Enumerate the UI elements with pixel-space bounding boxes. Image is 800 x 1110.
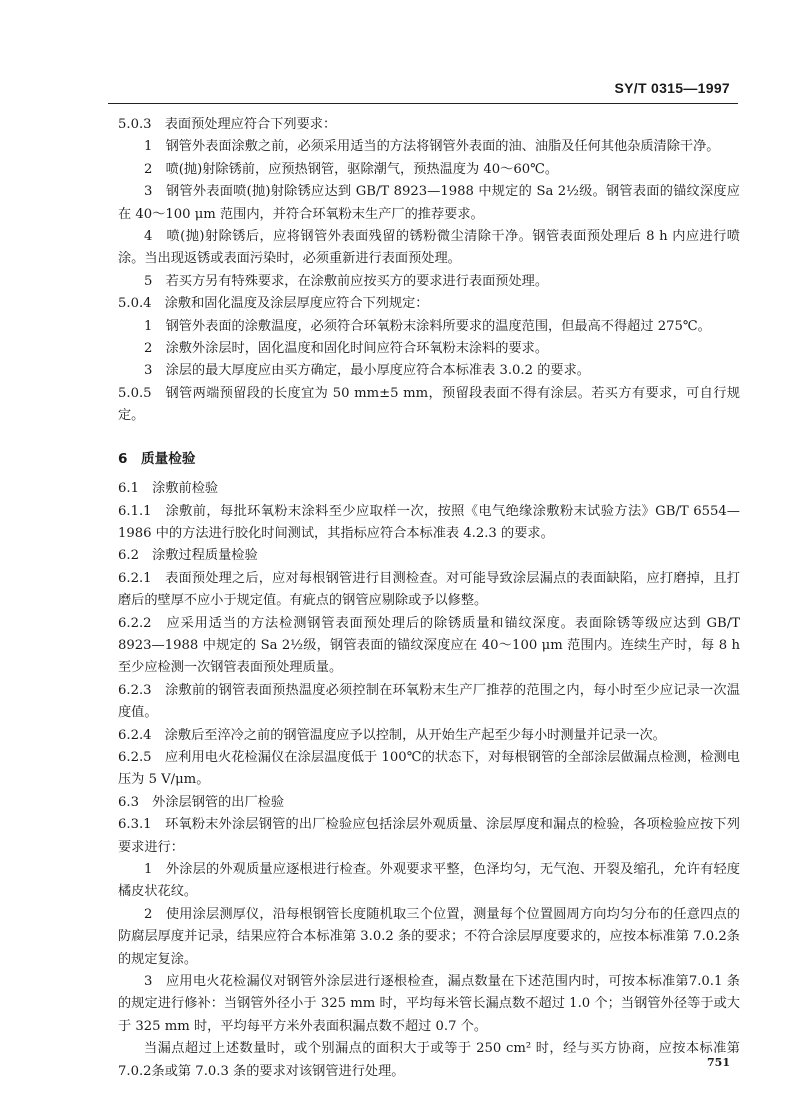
document-body (118, 114, 740, 1083)
list-item: 4 喷(抛)射除锈后，应将钢管外表面残留的锈粉微尘清除干净。钢管表面预处理后 8 h 内应进行喷涂。当出现返锈或表面污染时，必须重新进行表面预处理。 (118, 229, 740, 267)
list-item: 2 使用涂层测厚仪，沿每根钢管长度随机取三个位置，测量每个位置圆周方向均匀分布的任意四点的防腐层厚度并记录，结果应符合本标准第 3.0.2 条的要求；不符合涂层厚度要求的，应按本标准第 7.0.2条的规定复涂。 (118, 906, 740, 967)
list-item: 1 钢管外表面涂敷之前，必须采用适当的方法将钢管外表面的油、油脂及任何其他杂质清除干净。 (144, 139, 720, 155)
list-item: 5 若买方另有特殊要求，在涂敷前应按买方的要求进行表面预处理。 (144, 273, 549, 289)
list-item: 3 应用电火花检漏仪对钢管外涂层进行逐根检查，漏点数量在下述范围内时，可按本标准第7.0.1 条的规定进行修补：当钢管外径小于 325 mm 时，平均每米管长漏点数不超过 1.0 个；当钢管外径等于或大于 325 mm 时，平均每平方米外表面积漏点数不超过 0.7 个。 (118, 974, 740, 1034)
paragraph: 当漏点超过上述数量时，或个别漏点的面积大于或等于 250 cm² 时，经与买方协商，应按本标准第 7.0.2条或第 7.0.3 条的要求对该钢管进行处理。 (118, 1041, 740, 1079)
clause-6-2-5: 6.2.5 应利用电火花检漏仪在涂层温度低于 100℃的状态下，对每根钢管的全部涂层做漏点检测，检测电压为 5 V/μm。 (118, 749, 740, 788)
page-number: 751 (707, 1056, 730, 1069)
list-item: 2 喷(抛)射除锈前，应预热钢管，驱除潮气，预热温度为 40～60℃。 (144, 161, 559, 177)
standard-code: SY/T 0315—1997 (614, 80, 730, 96)
clause-6-1-1: 6.1.1 涂敷前，每批环氧粉末涂料至少应取样一次，按照《电气绝缘涂敷粉末试验方法》GB/T 6554—1986 中的方法进行胶化时间测试，其指标应符合本标准表 4.2.3 的要求。 (118, 503, 740, 541)
list-item: 2 涂敷外涂层时，固化温度和固化时间应符合环氧粉末涂料的要求。 (144, 341, 549, 357)
subsection-title: 6.1 涂敷前检验 (118, 481, 219, 497)
clause-6-2-3: 6.2.3 涂敷前的钢管表面预热温度必须控制在环氧粉末生产厂推荐的范围之内，每小时至少应记录一次温度值。 (118, 682, 740, 721)
clause-6-3-1: 6.3.1 环氧粉末外涂层钢管的出厂检验应包括涂层外观质量、涂层厚度和漏点的检验，各项检验应按下列要求进行： (118, 817, 740, 855)
clause-6-2-1: 6.2.1 表面预处理之后，应对每根钢管进行目测检查。对可能导致涂层漏点的表面缺陷，应打磨掉，且打磨后的壁厚不应小于规定值。有疵点的钢管应剔除或予以修整。 (118, 570, 740, 609)
clause-5-0-3: 5.0.3 表面预处理应符合下列要求： (118, 117, 337, 132)
list-item: 3 涂层的最大厚度应由买方确定，最小厚度应符合本标准表 3.0.2 的要求。 (144, 363, 590, 379)
clause-5-0-4: 5.0.4 涂敷和固化温度及涂层厚度应符合下列规定： (118, 296, 429, 312)
clause-5-0-5: 5.0.5 钢管两端预留段的长度宜为 50 mm±5 mm，预留段表面不得有涂层。若买方有要求，可自行规定。 (118, 385, 740, 424)
header-rule (108, 103, 738, 104)
list-item: 1 外涂层的外观质量应逐根进行检查。外观要求平整，色泽均匀，无气泡、开裂及缩孔，允许有轻度橘皮状花纹。 (118, 862, 740, 900)
subsection-title: 6.3 外涂层钢管的出厂检验 (118, 794, 285, 810)
list-item: 1 钢管外表面的涂敷温度，必须符合环氧粉末涂料所要求的温度范围，但最高不得超过 275℃。 (144, 318, 711, 334)
list-item: 3 钢管外表面喷(抛)射除锈应达到 GB/T 8923—1988 中规定的 Sa 2½级。钢管表面的锚纹深度应在 40～100 μm 范围内，并符合环氧粉末生产厂的推荐要求。 (118, 184, 740, 222)
clause-6-2-2: 6.2.2 应采用适当的方法检测钢管表面预处理后的除锈质量和锚纹深度。表面除锈等级应达到 GB/T 8923—1988 中规定的 Sa 2½级，钢管表面的锚纹深度应在 40～100 μm 范围内。连续生产时，每 8 h 至少应检测一次钢管表面预处理质量。 (118, 615, 740, 676)
clause-6-2-4: 6.2.4 涂敷后至淬冷之前的钢管温度应予以控制，从开始生产起至少每小时测量并记录一次。 (118, 727, 666, 743)
section-title: 6 质量检验 (118, 450, 196, 467)
subsection-title: 6.2 涂敷过程质量检验 (118, 548, 258, 564)
